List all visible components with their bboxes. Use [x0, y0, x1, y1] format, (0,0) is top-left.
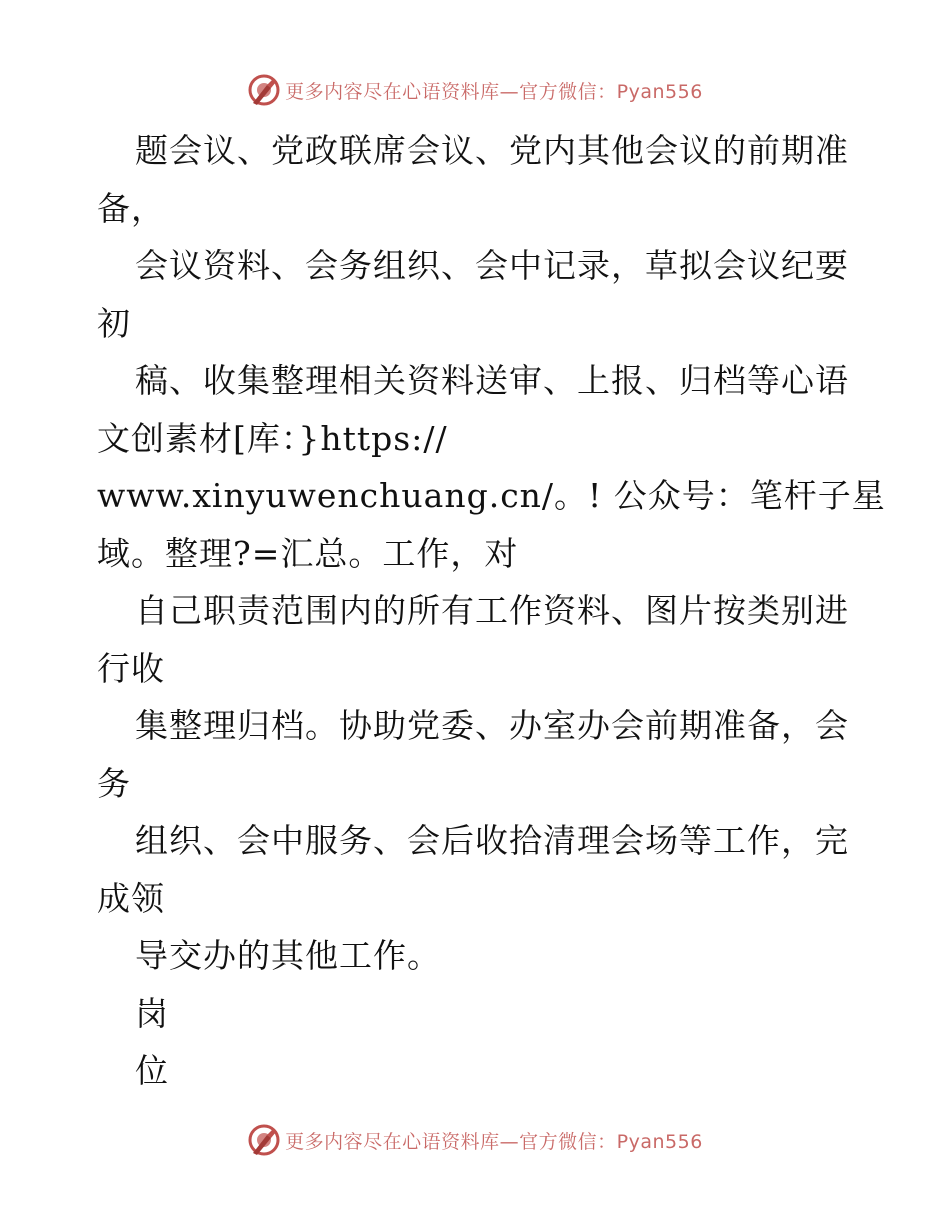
header-banner — [0, 70, 950, 110]
text-line: www.xinyuwenchuang.cn/。! 公众号：笔杆子星 — [97, 476, 886, 515]
pen-logo-icon — [247, 1123, 281, 1157]
text-line: 文创素材[库：}https:// — [97, 418, 448, 458]
text-line: 位 — [135, 1051, 169, 1090]
text-line: 行收 — [97, 648, 165, 688]
text-line: 务 — [97, 763, 131, 803]
footer-banner — [0, 1120, 950, 1160]
text-line: 岗 — [135, 993, 169, 1033]
text-line: 初 — [97, 303, 131, 343]
pen-logo-icon — [247, 73, 281, 107]
text-line: 稿、收集整理相关资料送审、上报、归档等心语 — [135, 361, 849, 400]
text-line: 导交办的其他工作。 — [135, 936, 441, 975]
document-body — [97, 122, 886, 1100]
text-line: 组织、会中服务、会后收拾清理会场等工作，完 — [135, 821, 849, 860]
text-line: 自己职责范围内的所有工作资料、图片按类别进 — [135, 591, 849, 630]
text-line: 会议资料、会务组织、会中记录，草拟会议纪要 — [135, 246, 849, 285]
text-line: 题会议、党政联席会议、党内其他会议的前期准 — [135, 131, 849, 170]
banner-text: 更多内容尽在心语资料库—官方微信：Pyan556 — [285, 1130, 703, 1153]
text-line: 成领 — [97, 878, 165, 918]
text-line: 域。整理?=汇总。工作，对 — [97, 533, 519, 573]
text-line: 集整理归档。协助党委、办室办会前期准备，会 — [135, 706, 849, 745]
text-line: 备， — [97, 188, 165, 228]
banner-text: 更多内容尽在心语资料库—官方微信：Pyan556 — [285, 80, 703, 103]
